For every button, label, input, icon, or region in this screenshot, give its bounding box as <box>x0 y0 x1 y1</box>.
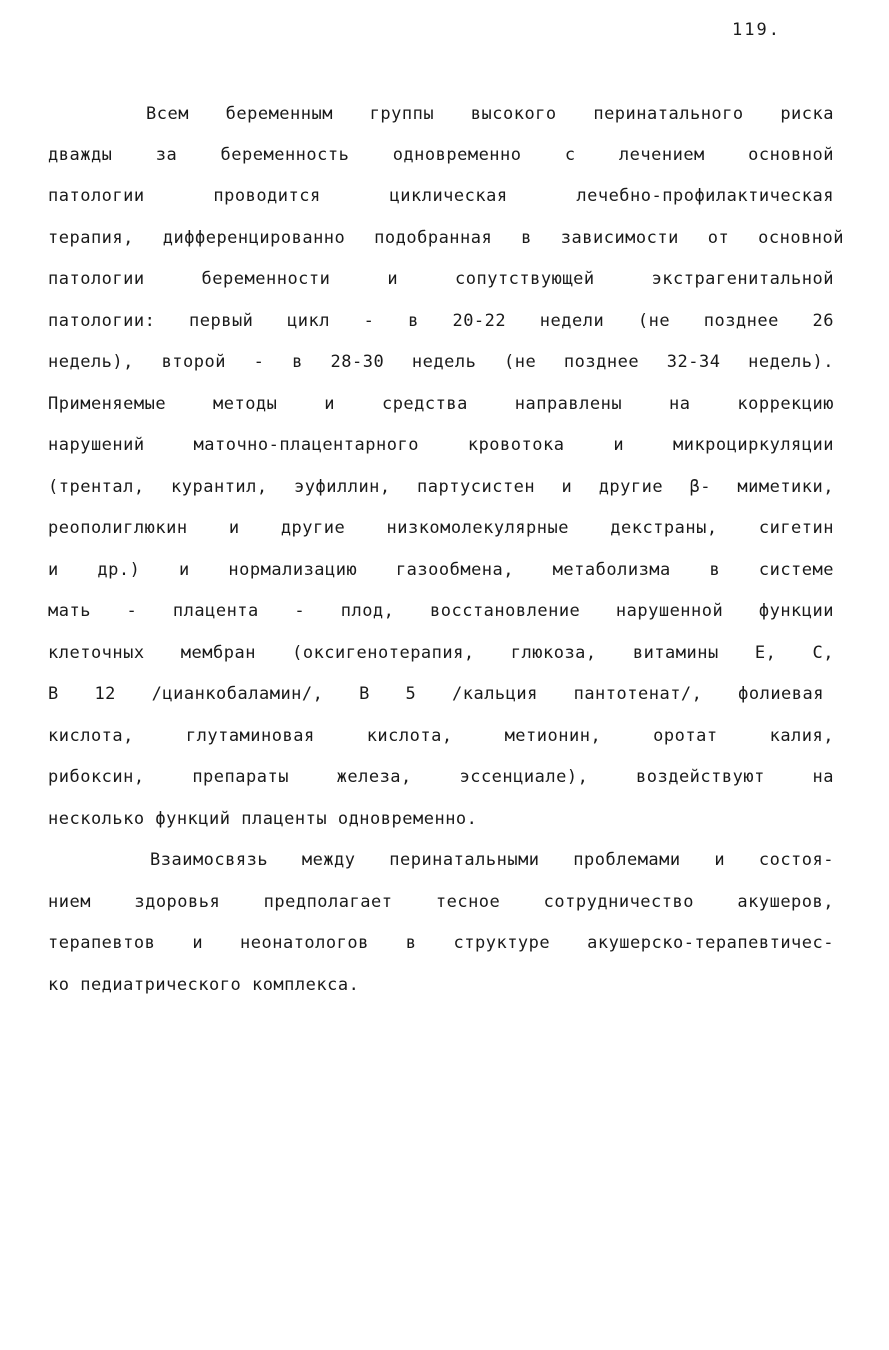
text-line: ко педиатрического комплекса. <box>48 975 360 995</box>
text-line: патологии беременности и сопутствующей экстрагенитальной <box>48 269 834 289</box>
text-line: патологии: первый цикл - в 20-22 недели (не позднее 26 <box>48 311 834 331</box>
text-line: Взаимосвязь между перинатальными проблемами и состоя- <box>150 850 834 870</box>
text-line: Всем беременным группы высокого перинатального риска <box>146 104 834 124</box>
text-line: терапия, дифференцированно подобранная в зависимости от основной <box>48 228 844 248</box>
text-line: В 12 /цианкобаламин/, В 5 /кальция пантотенат/, фолиевая <box>48 684 824 704</box>
text-line: патологии проводится циклическая лечебно-профилактическая <box>48 186 834 206</box>
text-line: недель), второй - в 28-30 недель (не позднее 32-34 недель). <box>48 352 834 372</box>
text-line: (трентал, курантил, эуфиллин, партусистен и другие β- миметики, <box>48 477 834 497</box>
page-number: 119. <box>732 20 781 40</box>
text-line: дважды за беременность одновременно с лечением основной <box>48 145 834 165</box>
text-line: рибоксин, препараты железа, эссенциале), воздействуют на <box>48 767 834 787</box>
text-line: нием здоровья предполагает тесное сотрудничество акушеров, <box>48 892 834 912</box>
text-line: терапевтов и неонатологов в структуре акушерско-терапевтичес- <box>48 933 834 953</box>
text-line: несколько функций плаценты одновременно. <box>48 809 478 829</box>
text-line: реополиглюкин и другие низкомолекулярные декстраны, сигетин <box>48 518 834 538</box>
text-line: клеточных мембран (оксигенотерапия, глюкоза, витамины Е, С, <box>48 643 834 663</box>
text-line: мать - плацента - плод, восстановление нарушенной функции <box>48 601 834 621</box>
text-line: Применяемые методы и средства направлены на коррекцию <box>48 394 834 414</box>
text-line: кислота, глутаминовая кислота, метионин, оротат калия, <box>48 726 834 746</box>
text-line: нарушений маточно-плацентарного кровотока и микроциркуляции <box>48 435 834 455</box>
text-line: и др.) и нормализацию газообмена, метаболизма в системе <box>48 560 834 580</box>
